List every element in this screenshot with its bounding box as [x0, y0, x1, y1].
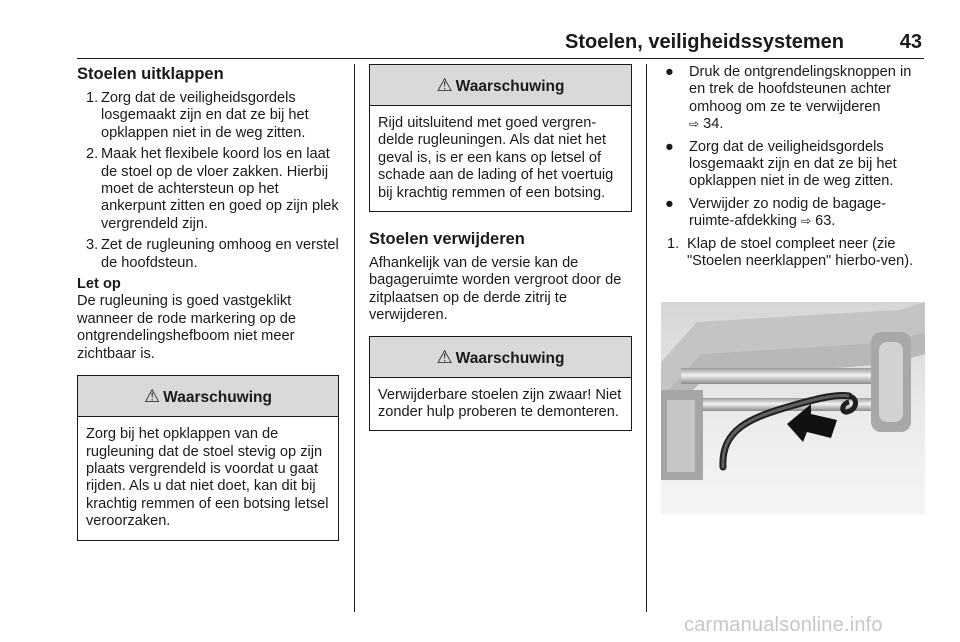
warning-text: Verwijderbare stoelen zijn zwaar! Niet zonder hulp proberen te demonteren.	[378, 386, 622, 421]
step-text: Maak het flexibele koord los en laat de stoel op de vloer zakken. Hierbij moet de achtersteun op het ankerpunt zitten en goed op zijn plek vergrendeld zijn.	[101, 146, 339, 232]
step-text: Klap de stoel compleet neer (zie "Stoelen neerklappen" hierbo-ven).	[687, 235, 914, 270]
bullet-item	[661, 196, 926, 231]
warning-text: Rijd uitsluitend met goed vergren-delde rugleuningen. Als dat niet het geval is, is er een kans op letsel of schade aan de lading of het voertuig bij krachtig remmen of een botsing.	[378, 115, 614, 201]
warning-header	[78, 376, 338, 417]
note-text: De rugleuning is goed vastgeklikt wanneer de rode markering op de ontgrendelingshefboom niet meer zichtbaar is.	[77, 293, 297, 362]
step-number: 1.	[667, 235, 680, 252]
reference-arrow-icon: ⇨	[800, 214, 812, 229]
bullet-dot-icon: ●	[665, 64, 674, 80]
warning-triangle-icon: ⚠	[436, 346, 453, 367]
warning-title: Waarschuwing	[455, 78, 565, 95]
section-heading-stoelen-uitklappen: Stoelen uitklappen	[77, 65, 224, 83]
bullet-text: Zorg dat de veiligheidsgordels losgemaakt zijn en dat ze bij het opklappen niet in de weg zitten.	[689, 138, 897, 190]
column-divider	[354, 64, 355, 612]
bullet-dot-icon: ●	[665, 195, 674, 212]
warning-text: Zorg bij het opklappen van de rugleuning dat de stoel stevig op zijn plaats vergrendeld is voordat u gaat rijden. Als u dat niet doet, kan dit bij krachtig remmen of een botsing letsel veroorzaken.	[86, 426, 329, 530]
warning-box	[369, 336, 632, 432]
reference-arrow-icon: ⇨	[689, 117, 700, 132]
warning-title: Waarschuwing	[163, 389, 272, 407]
step-number: 1.	[86, 90, 99, 106]
warning-box	[77, 375, 339, 540]
step-list	[661, 236, 926, 271]
bullet-text: Verwijder zo nodig de bagage-ruimte-afdekking	[689, 195, 887, 230]
bullet-list	[661, 64, 926, 231]
bullet-item	[661, 64, 926, 134]
warning-triangle-icon: ⚠	[144, 386, 161, 407]
section-heading-stoelen-verwijderen: Stoelen verwijderen	[369, 230, 525, 249]
seat-release-strap-illustration	[661, 302, 925, 514]
note-heading: Let op	[77, 276, 121, 293]
warning-header	[370, 337, 631, 378]
step-item	[77, 237, 339, 272]
warning-header	[370, 65, 631, 106]
column-divider	[646, 64, 647, 612]
watermark: carmanualsonline.info	[684, 614, 883, 636]
page-header-title: Stoelen, veiligheidssystemen	[565, 31, 844, 53]
page-reference[interactable]: 34.	[703, 116, 724, 133]
bullet-item	[661, 139, 926, 191]
column-2	[369, 64, 632, 431]
step-item	[661, 236, 926, 271]
page-number: 43	[899, 31, 922, 53]
warning-title: Waarschuwing	[455, 349, 565, 367]
bullet-dot-icon: ●	[665, 138, 674, 155]
step-text: Zorg dat de veiligheidsgordels losgemaakt zijn en dat ze bij het opklappen niet in de weg zitten.	[101, 90, 309, 141]
step-number: 3.	[86, 237, 99, 254]
step-item	[77, 90, 339, 142]
step-text: Zet de rugleuning omhoog en verstel de hoofdsteun.	[101, 237, 339, 271]
bullet-text: Druk de ontgrendelingsknoppen in en trek de hoofdsteunen achter omhoog om ze te verwijderen	[689, 64, 912, 115]
page-reference[interactable]: 63.	[815, 213, 836, 230]
warning-triangle-icon: ⚠	[436, 75, 453, 95]
column-1	[77, 64, 339, 541]
step-number: 2.	[86, 146, 99, 163]
step-item	[77, 146, 339, 233]
body-paragraph: Afhankelijk van de versie kan de bagageruimte worden vergroot door de zitplaatsen op de derde zitrij te verwijderen.	[369, 255, 622, 324]
warning-box	[369, 64, 632, 212]
header-rule	[77, 58, 924, 59]
column-3	[661, 64, 926, 274]
step-list	[77, 90, 339, 272]
